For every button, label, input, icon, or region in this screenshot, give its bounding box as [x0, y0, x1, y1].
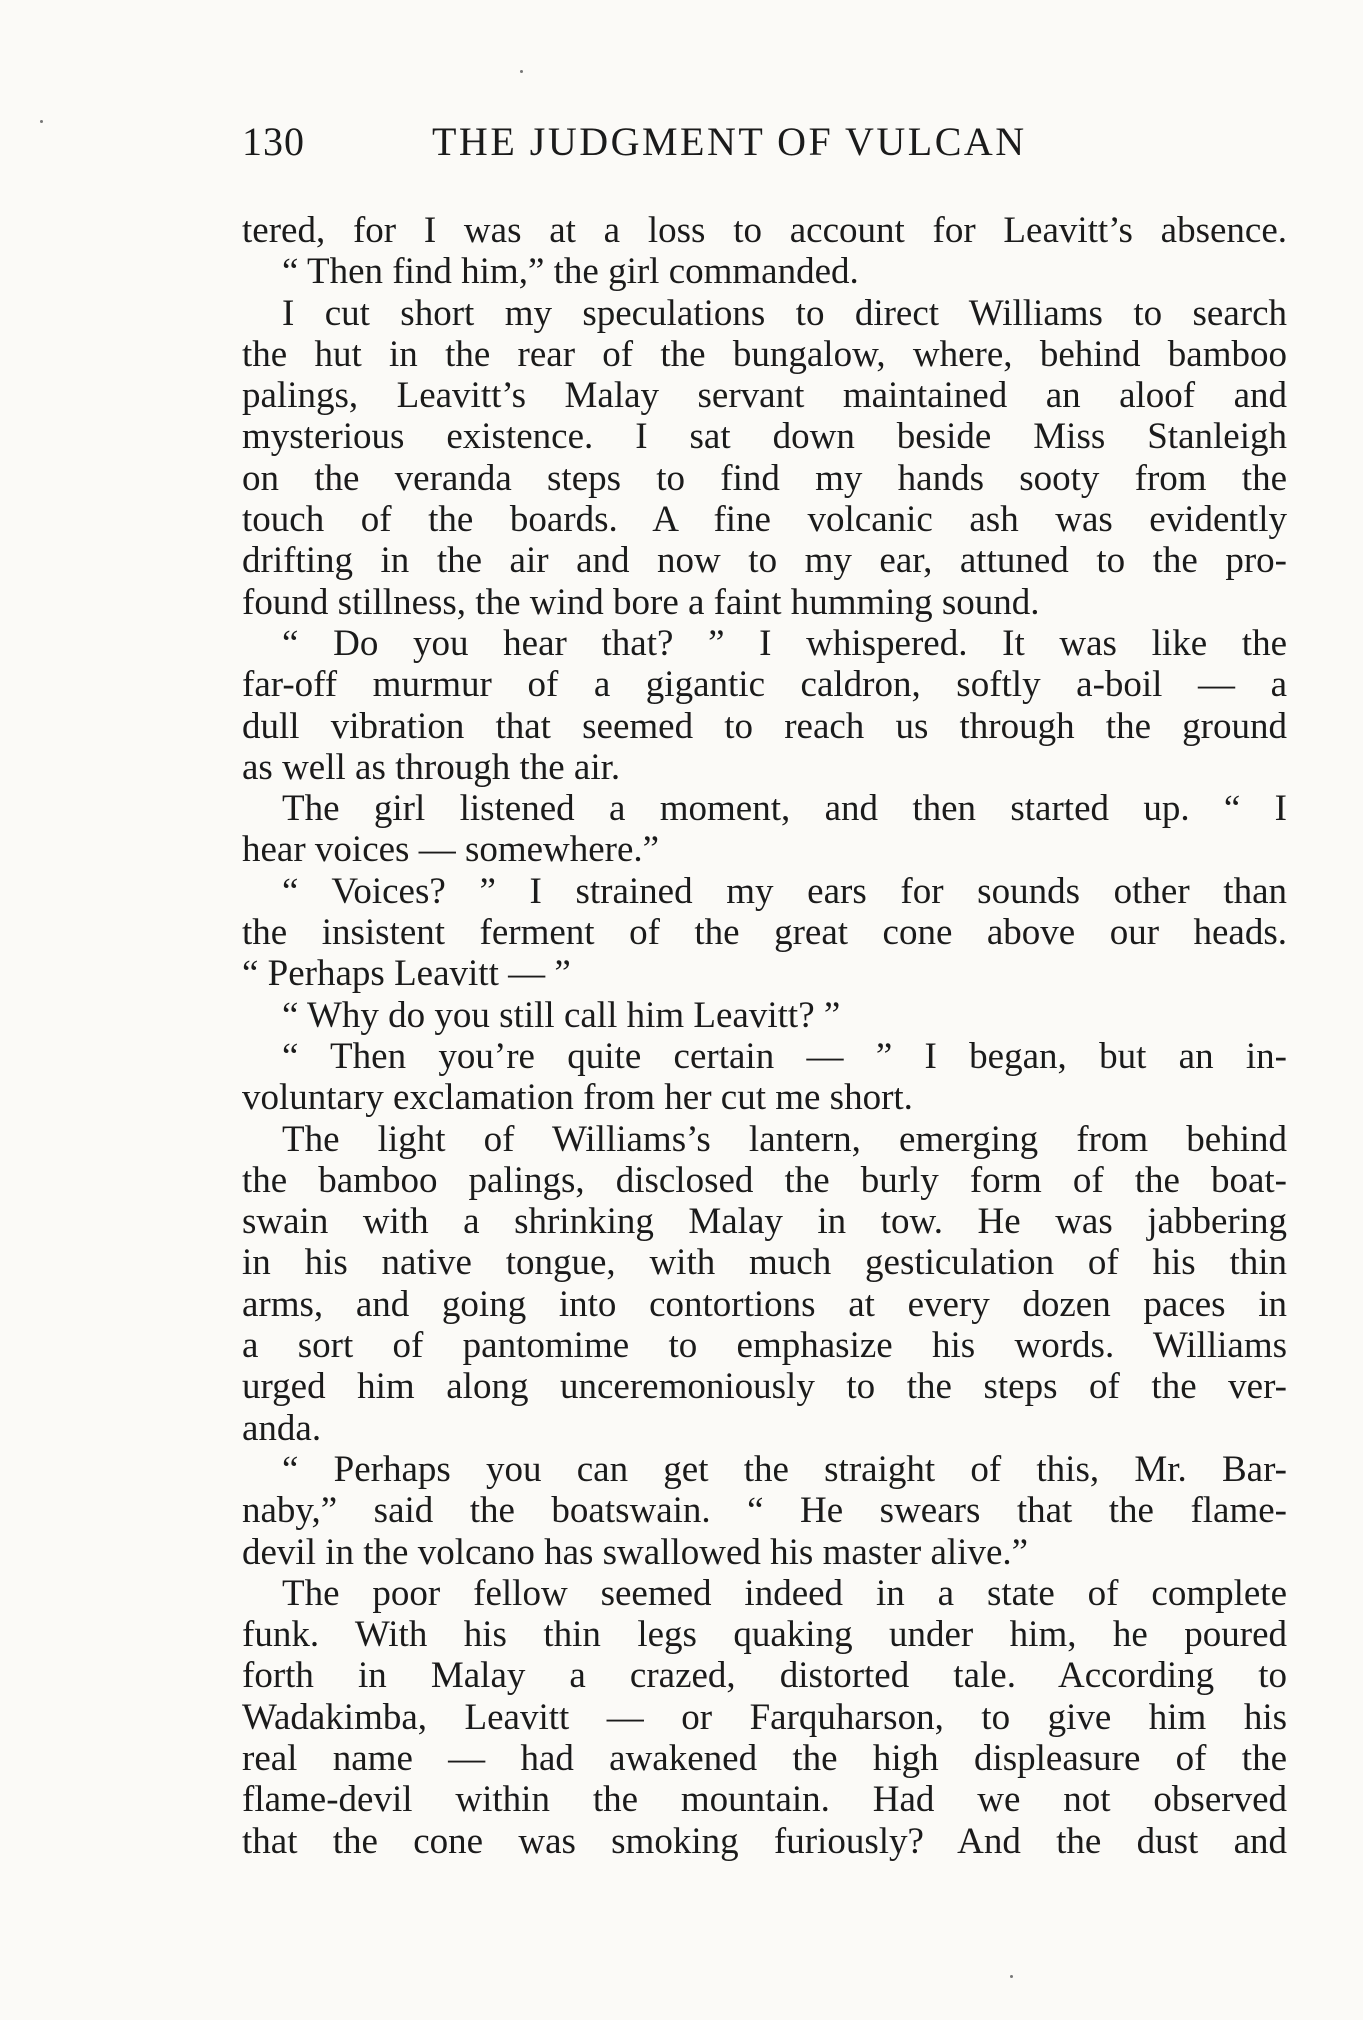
- text-line: a sort of pantomime to emphasize his words. Williams: [242, 1325, 1287, 1367]
- text-line: real name — had awakened the high displeasure of the: [242, 1737, 1287, 1779]
- text-line: hear voices — somewhere.”: [242, 829, 660, 871]
- text-line: far-off murmur of a gigantic caldron, softly a-boil — a: [242, 664, 1287, 706]
- text-line: urged him along unceremoniously to the steps of the ver-: [242, 1366, 1287, 1408]
- text-line: The girl listened a moment, and then started up. “ I: [282, 788, 1287, 830]
- text-line: the bamboo palings, disclosed the burly form of the boat-: [242, 1159, 1287, 1201]
- text-line: the hut in the rear of the bungalow, where, behind bamboo: [242, 333, 1287, 375]
- body-text: [242, 210, 1287, 1862]
- text-line: devil in the volcano has swallowed his master alive.”: [242, 1531, 1029, 1573]
- text-line: mysterious existence. I sat down beside Miss Stanleigh: [242, 416, 1287, 458]
- text-line: “ Voices? ” I strained my ears for sounds other than: [282, 870, 1287, 912]
- text-line: the insistent ferment of the great cone above our heads.: [242, 912, 1287, 954]
- text-line: The poor fellow seemed indeed in a state of complete: [282, 1572, 1287, 1614]
- text-line: arms, and going into contortions at every dozen paces in: [242, 1283, 1287, 1325]
- text-line: dull vibration that seemed to reach us through the ground: [242, 705, 1287, 747]
- text-line: on the veranda steps to find my hands sooty from the: [242, 457, 1287, 499]
- text-line: funk. With his thin legs quaking under him, he poured: [242, 1614, 1287, 1656]
- paper-speck: [40, 120, 43, 123]
- text-line: forth in Malay a crazed, distorted tale. According to: [242, 1655, 1287, 1697]
- text-line: “ Perhaps you can get the straight of this, Mr. Bar-: [282, 1448, 1287, 1490]
- text-line: palings, Leavitt’s Malay servant maintained an aloof and: [242, 375, 1287, 417]
- text-line: drifting in the air and now to my ear, attuned to the pro-: [242, 540, 1287, 582]
- text-line: The light of Williams’s lantern, emerging from behind: [282, 1118, 1287, 1160]
- text-line: that the cone was smoking furiously? And the dust and: [242, 1820, 1287, 1862]
- paper-speck: [1010, 1975, 1013, 1978]
- text-line: anda.: [242, 1407, 322, 1449]
- text-line: touch of the boards. A fine volcanic ash was evidently: [242, 499, 1287, 541]
- paper-speck: [520, 70, 523, 73]
- text-line: found stillness, the wind bore a faint humming sound.: [242, 581, 1040, 623]
- text-line: “ Do you hear that? ” I whispered. It was like the: [282, 622, 1287, 664]
- text-line: “ Then find him,” the girl commanded.: [282, 251, 859, 293]
- text-line: tered, for I was at a loss to account for Leavitt’s absence.: [242, 210, 1287, 251]
- text-line: flame-devil within the mountain. Had we not observed: [242, 1779, 1287, 1821]
- text-line: “ Perhaps Leavitt — ”: [242, 953, 571, 995]
- text-line: “ Why do you still call him Leavitt? ”: [282, 994, 841, 1036]
- text-line: in his native tongue, with much gesticulation of his thin: [242, 1242, 1287, 1284]
- text-line: “ Then you’re quite certain — ” I began, but an in-: [282, 1035, 1287, 1077]
- text-line: Wadakimba, Leavitt — or Farquharson, to give him his: [242, 1696, 1287, 1738]
- text-line: naby,” said the boatswain. “ He swears that the flame-: [242, 1490, 1287, 1532]
- running-title: THE JUDGMENT OF VULCAN: [432, 119, 1027, 164]
- text-line: I cut short my speculations to direct Williams to search: [282, 292, 1287, 334]
- text-line: as well as through the air.: [242, 746, 621, 788]
- page-header: [242, 118, 1102, 174]
- text-line: swain with a shrinking Malay in tow. He was jabbering: [242, 1201, 1287, 1243]
- text-line: voluntary exclamation from her cut me short.: [242, 1077, 913, 1119]
- page-number: 130: [242, 119, 305, 164]
